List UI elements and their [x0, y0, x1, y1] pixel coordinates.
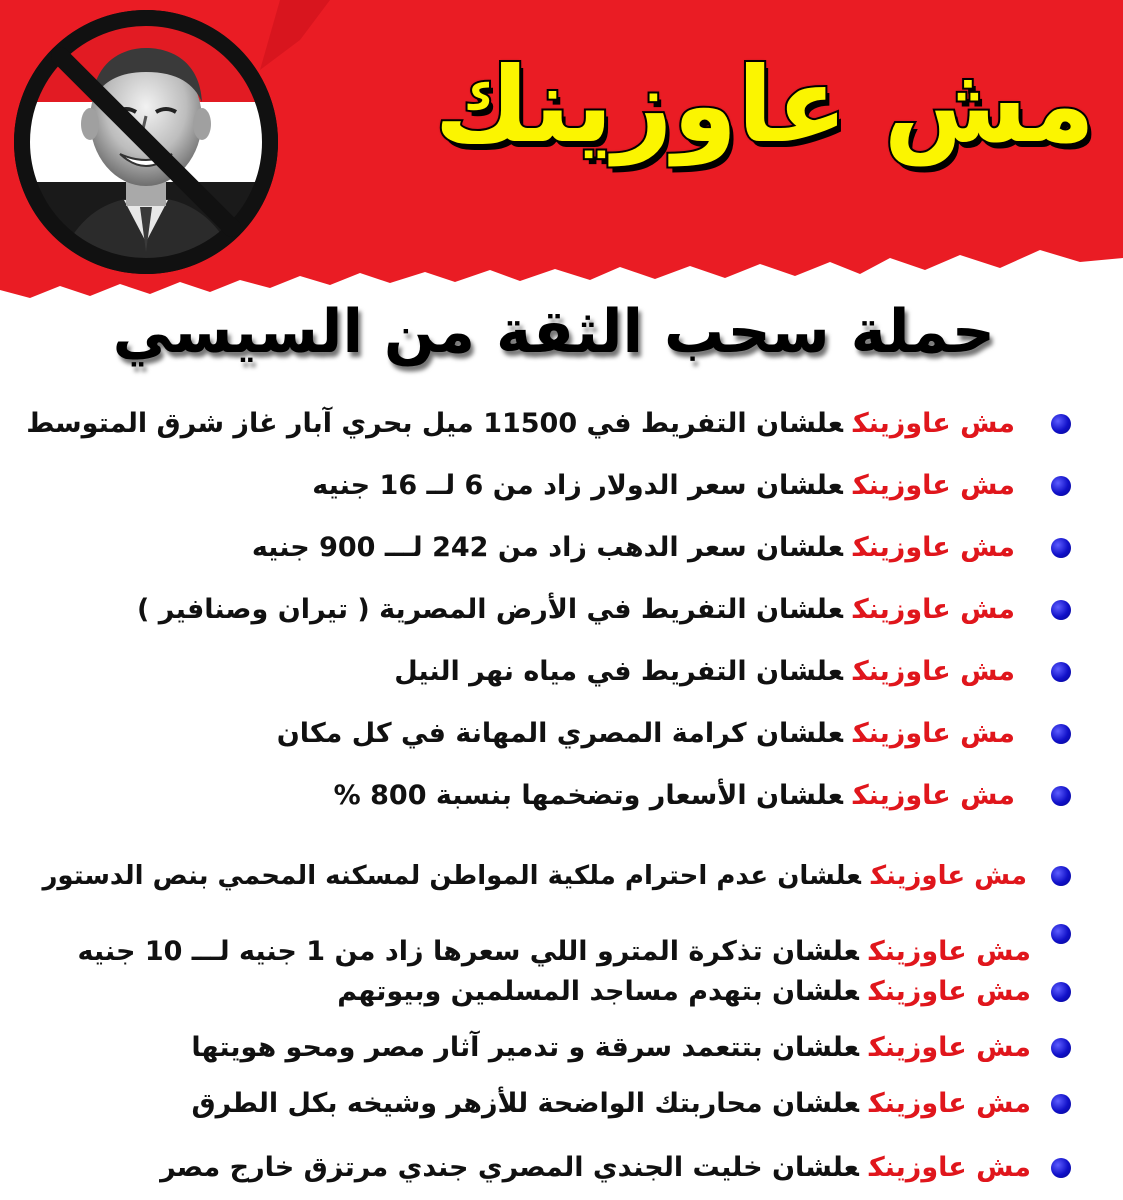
reason-text — [191, 1024, 1031, 1072]
reason-text — [334, 772, 1015, 820]
reason-text — [26, 400, 1015, 448]
reason-text — [192, 1080, 1032, 1128]
reason-prefix: مش عاوزينك — [852, 656, 1015, 687]
reason-body: علشان كرامة المصري المهانة في كل مكان — [276, 718, 843, 749]
reason-body: علشان عدم احترام ملكية المواطن لمسكنه المحمي بنص الدستور — [42, 861, 861, 891]
blue-dot-bullet-icon — [1051, 1158, 1071, 1178]
reason-body: علشان خليت الجندي المصري جندي مرتزق خارج مصر — [160, 1152, 859, 1183]
reason-body: علشان التفريط في الأرض المصرية ( تيران وصنافير ) — [137, 594, 843, 625]
reason-prefix: مش عاوزينك — [852, 780, 1015, 811]
reason-text — [252, 524, 1015, 572]
reason-prefix: مش عاوزينك — [852, 408, 1015, 439]
list-item — [0, 586, 1123, 636]
blue-dot-bullet-icon — [1051, 414, 1071, 434]
reason-body: علشان بتهدم مساجد المسلمين وبيوتهم — [337, 976, 859, 1007]
reason-prefix: مش عاوزينك — [852, 594, 1015, 625]
blue-dot-bullet-icon — [1051, 600, 1071, 620]
reason-prefix: مش عاوزينك — [868, 936, 1031, 967]
reason-text — [337, 968, 1031, 1016]
subtitle: حملة سحب الثقة من السيسي — [112, 297, 995, 367]
list-item — [0, 772, 1123, 822]
reason-text — [160, 1144, 1031, 1192]
reason-prefix: مش عاوزينك — [868, 1088, 1031, 1119]
reason-body: علشان التفريط في مياه نهر النيل — [394, 656, 843, 687]
blue-dot-bullet-icon — [1051, 1038, 1071, 1058]
list-item — [0, 710, 1123, 760]
blue-dot-bullet-icon — [1051, 786, 1071, 806]
blue-dot-bullet-icon — [1051, 724, 1071, 744]
list-item — [0, 648, 1123, 698]
reason-prefix: مش عاوزينك — [852, 718, 1015, 749]
reason-prefix: مش عاوزينك — [870, 861, 1027, 891]
reason-text — [394, 648, 1015, 696]
list-item — [0, 1080, 1123, 1130]
list-item — [0, 1024, 1123, 1074]
list-item — [0, 852, 1123, 902]
reason-prefix: مش عاوزينك — [868, 1152, 1031, 1183]
reason-prefix: مش عاوزينك — [852, 532, 1015, 563]
blue-dot-bullet-icon — [1051, 866, 1071, 886]
reason-text — [277, 710, 1015, 758]
blue-dot-bullet-icon — [1051, 1094, 1071, 1114]
blue-dot-bullet-icon — [1051, 476, 1071, 496]
list-item — [0, 462, 1123, 512]
reason-text — [312, 462, 1015, 510]
blue-dot-bullet-icon — [1051, 924, 1071, 944]
reason-body: علشان تذكرة المترو اللي سعرها زاد من 1 جنيه لـــ 10 جنيه — [77, 936, 859, 967]
blue-dot-bullet-icon — [1051, 538, 1071, 558]
reason-body: علشان سعر الدهب زاد من 242 لـــ 900 جنيه — [251, 532, 843, 563]
reason-body: علشان التفريط في 11500 ميل بحري آبار غاز شرق المتوسط — [26, 408, 843, 439]
reason-prefix: مش عاوزينك — [852, 470, 1015, 501]
blue-dot-bullet-icon — [1051, 982, 1071, 1002]
list-item — [0, 968, 1123, 1018]
reason-prefix: مش عاوزينك — [868, 976, 1031, 1007]
reason-body: علشان بتتعمد سرقة و تدمير آثار مصر ومحو هويتها — [191, 1032, 859, 1063]
list-item — [0, 1144, 1123, 1194]
list-item — [0, 924, 1123, 974]
list-item — [0, 400, 1123, 450]
reason-body: علشان الأسعار وتضخمها بنسبة 800 % — [333, 780, 843, 811]
portrait-with-prohibition-sign-icon — [12, 2, 280, 288]
list-item — [0, 524, 1123, 574]
reason-text — [137, 586, 1015, 634]
reason-text — [42, 852, 1027, 900]
headline: مش عاوزينك — [434, 44, 1095, 166]
reason-prefix: مش عاوزينك — [868, 1032, 1031, 1063]
reason-body: علشان محاربتك الواضحة للأزهر وشيخه بكل الطرق — [191, 1088, 859, 1119]
blue-dot-bullet-icon — [1051, 662, 1071, 682]
reason-body: علشان سعر الدولار زاد من 6 لــ 16 جنيه — [312, 470, 843, 501]
